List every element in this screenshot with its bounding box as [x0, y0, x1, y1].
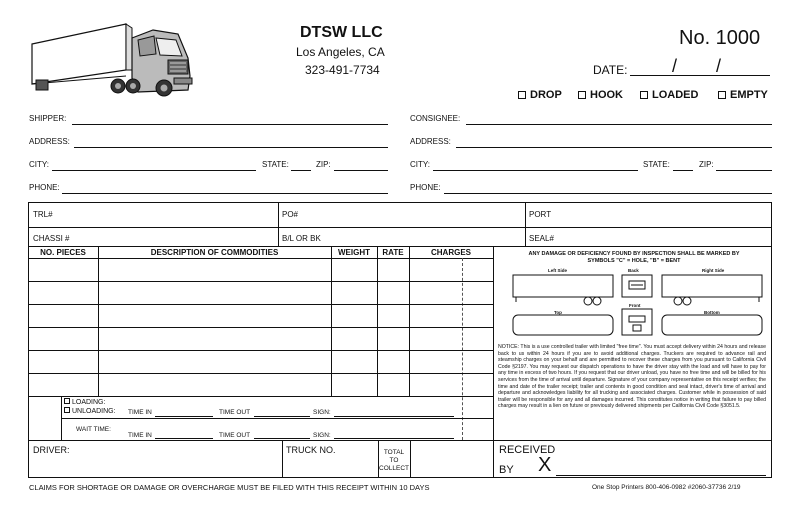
consignee-state-label: STATE: [643, 160, 670, 169]
back-label: Back [628, 268, 639, 273]
commodity-row[interactable] [28, 350, 493, 351]
checkbox[interactable] [64, 407, 70, 413]
notice-text: NOTICE: This is a use controlled trailer with limited "free time". You must accept delivery within 24 hours and release back to us within 24 hours if you are to avoid additional charges. Truckers are required to advance rail and steamship charges on your behalf and are permitted to recover these charges from you pursuant to California Civil Code §2197. You may request our dispatch operations to have the driver stay with the load and will have to pay for any time in excess of two hours. If you request that our driver unload, you have no free time and will be billed for his services from the time of arrival until departure. Signature of your company representative on this receipt verifies; the time and date of the trailer receipt; trailer and contents in good condition and seal intact, driver's time of arrival and departure and acknowledges liability for all trucking and associated charges. Customer while in possession of said trailer will be responsible for any and all damages incurred. This constitutes notice in writing that failure to pay billed charges may result in a lien on future or previously delivered shipments per California Civil Code §3051.5. [498, 344, 766, 410]
col-divider [525, 202, 526, 246]
consignee-label: CONSIGNEE: [410, 114, 461, 123]
front-panel [629, 316, 645, 322]
chassi-label: CHASSI # [33, 234, 70, 243]
shipper-phone-label: PHONE: [29, 183, 60, 192]
row-divider [28, 227, 772, 228]
shipper-address-line[interactable] [74, 147, 388, 148]
checkbox[interactable] [518, 91, 526, 99]
consignee-zip-label: ZIP: [699, 160, 714, 169]
sign-label: SIGN: [313, 409, 331, 416]
company-name: DTSW LLC [300, 24, 383, 41]
shipper-line[interactable] [72, 124, 388, 125]
total-line: TO [389, 457, 399, 464]
date-line[interactable] [630, 75, 770, 76]
left-side-label: Left Side [548, 268, 568, 273]
shipper-label: SHIPPER: [29, 114, 67, 123]
wheel [593, 297, 601, 305]
received-label: RECEIVED [499, 444, 556, 456]
left-side-outline [513, 275, 613, 297]
col-rate: RATE [382, 248, 404, 257]
total-line: TOTAL [383, 449, 405, 456]
claims-footer: CLAIMS FOR SHORTAGE OR DAMAGE OR OVERCHARGE MUST BE FILED WITH THIS RECEIPT WITHIN 10 DAYS [29, 483, 430, 492]
truck-illustration [28, 18, 223, 98]
loading-option[interactable]: LOADING: [64, 398, 105, 408]
wheel [584, 297, 592, 305]
consignee-phone-line[interactable] [444, 193, 772, 194]
shipper-city-label: CITY: [29, 160, 50, 169]
time-in-label: TIME IN [128, 432, 152, 439]
time-out-line[interactable] [254, 438, 310, 439]
received-line[interactable] [556, 475, 766, 476]
commodity-row[interactable] [28, 327, 493, 328]
consignee-city-line[interactable] [433, 170, 638, 171]
col-divider [282, 440, 283, 478]
commodity-row[interactable] [28, 396, 493, 397]
commodity-row[interactable] [28, 304, 493, 305]
time-in-line[interactable] [155, 438, 213, 439]
truck-label: TRUCK NO. [286, 445, 336, 455]
consignee-address-line[interactable] [456, 147, 772, 148]
sign-label: SIGN: [313, 432, 331, 439]
signature-x: X [538, 454, 552, 476]
row-divider [28, 246, 772, 247]
consignee-state-line[interactable] [673, 170, 693, 171]
consignee-zip-line[interactable] [716, 170, 772, 171]
shipper-address-label: ADDRESS: [29, 137, 70, 146]
wheel [683, 297, 691, 305]
checkbox[interactable] [718, 91, 726, 99]
col-description: DESCRIPTION OF COMMODITIES [150, 248, 279, 257]
time-in-label: TIME IN [128, 409, 152, 416]
checkbox[interactable] [578, 91, 586, 99]
top-label: Top [554, 310, 562, 315]
wheel [674, 297, 682, 305]
shipper-state-label: STATE: [262, 160, 289, 169]
bottom-label: Bottom [704, 310, 720, 315]
form-number: No. 1000 [679, 27, 761, 49]
right-side-label: Right Side [702, 268, 725, 273]
col-divider [278, 202, 279, 246]
sign-line[interactable] [334, 438, 454, 439]
checkbox[interactable] [640, 91, 648, 99]
bottom-outline [662, 315, 762, 335]
date-separator: / [672, 56, 678, 76]
trl-label: TRL# [33, 210, 53, 219]
date-label: DATE: [593, 63, 628, 77]
time-out-label: TIME OUT [219, 409, 251, 416]
col-pieces: NO. PIECES [40, 248, 86, 257]
row-divider [61, 418, 493, 419]
shipper-zip-label: ZIP: [316, 160, 331, 169]
company-phone: 323-491-7734 [305, 63, 380, 77]
col-charges: CHARGES [430, 248, 471, 257]
consignee-phone-label: PHONE: [410, 183, 441, 192]
shipper-zip-line[interactable] [334, 170, 388, 171]
front-label: Front [629, 303, 641, 308]
time-in-line[interactable] [155, 416, 213, 417]
time-out-line[interactable] [254, 416, 310, 417]
port-label: PORT [529, 210, 552, 219]
wait-time-label: WAIT TIME: [76, 426, 111, 433]
company-city: Los Angeles, CA [296, 45, 385, 59]
front-panel [633, 325, 641, 331]
consignee-city-label: CITY: [410, 160, 431, 169]
option-hook[interactable]: HOOK [578, 89, 623, 101]
total-label [378, 449, 410, 473]
option-drop[interactable]: DROP [518, 89, 562, 101]
charges-dash [462, 258, 463, 440]
consignee-line[interactable] [466, 124, 772, 125]
po-label: PO# [282, 210, 299, 219]
shipper-city-line[interactable] [52, 170, 256, 171]
checkbox[interactable] [64, 398, 70, 404]
damage-title: ANY DAMAGE OR DEFICIENCY FOUND BY INSPECTION SHALL BE MARKED BY SYMBOLS "C" = HOLE, "B" = BENT [528, 251, 740, 264]
top-outline [513, 315, 613, 335]
col-divider [410, 440, 411, 478]
bl-label: B/L OR BK [282, 234, 321, 243]
total-line: COLLECT [379, 465, 409, 472]
by-label: BY [499, 464, 514, 476]
row-divider [28, 440, 772, 441]
date-separator: / [716, 56, 722, 76]
option-empty[interactable]: EMPTY [718, 89, 768, 101]
unloading-option[interactable]: UNLOADING: [64, 407, 116, 417]
commodity-row[interactable] [28, 281, 493, 282]
col-divider [493, 246, 494, 478]
seal-label: SEAL# [529, 234, 554, 243]
right-side-outline [662, 275, 762, 297]
consignee-address-label: ADDRESS: [410, 137, 451, 146]
commodity-row[interactable] [28, 373, 493, 374]
col-weight: WEIGHT [338, 248, 370, 257]
option-loaded[interactable]: LOADED [640, 89, 698, 101]
sign-line[interactable] [334, 416, 454, 417]
printer-footer: One Stop Printers 800-406-0982 #2060-37736 2/19 [592, 484, 741, 491]
time-out-label: TIME OUT [219, 432, 251, 439]
shipper-state-line[interactable] [291, 170, 311, 171]
shipper-phone-line[interactable] [62, 193, 388, 194]
driver-label: DRIVER: [33, 445, 70, 455]
